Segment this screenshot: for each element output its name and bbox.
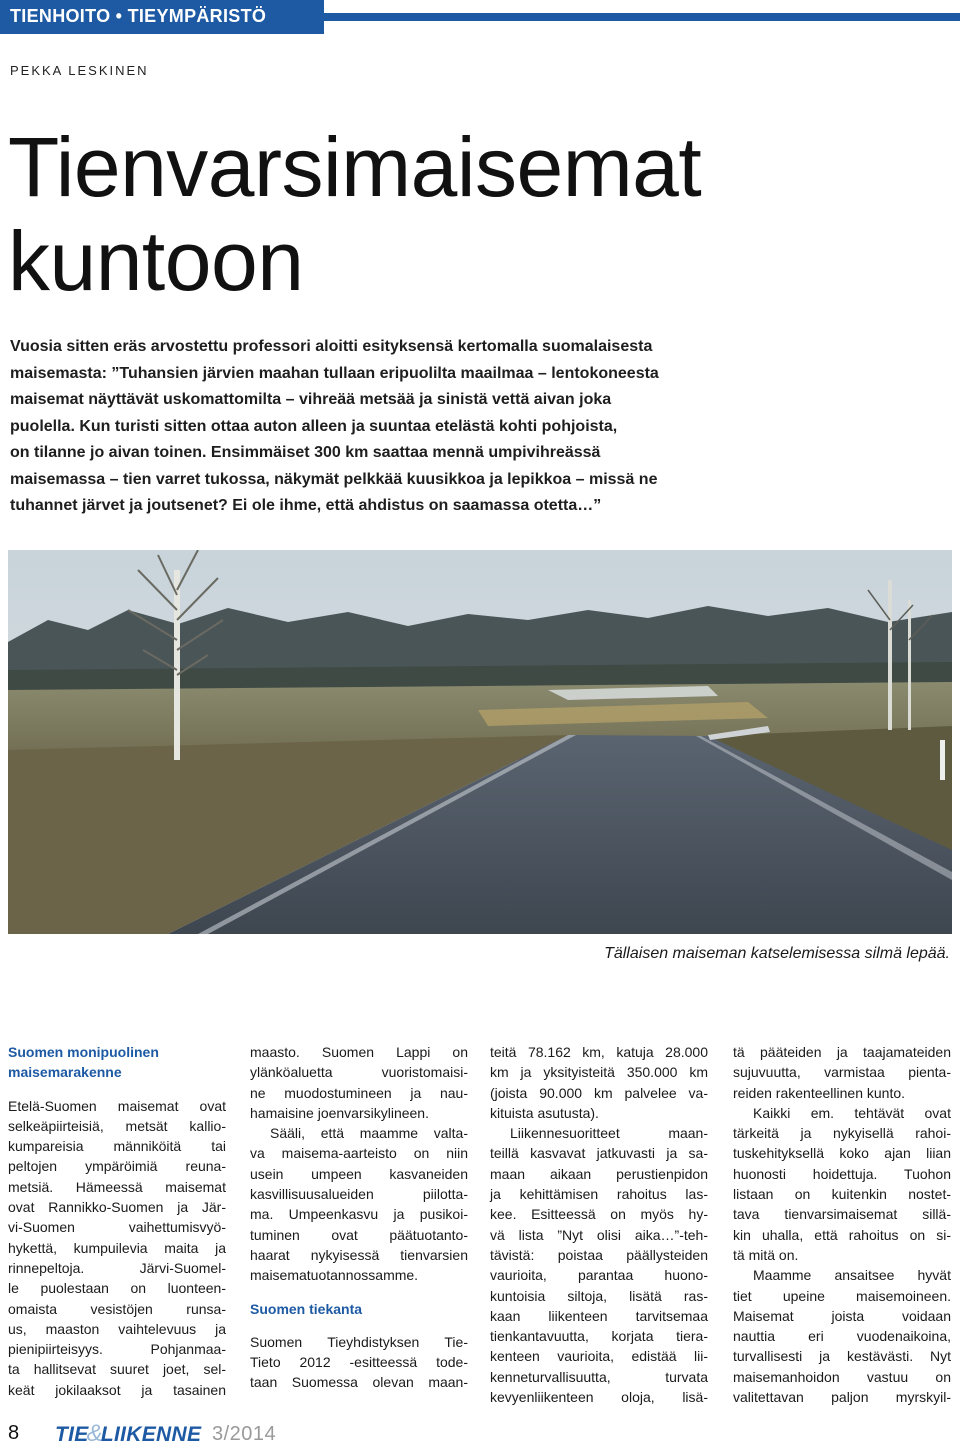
body-column-3: [490, 1042, 708, 1407]
body-line: vä lista ”Nyt olisi aika…”-teh-: [490, 1226, 708, 1243]
body-line: kuntoisia siltoja, lisätä ras-: [490, 1287, 708, 1304]
body-line: Etelä-Suomen maisemat ovat: [8, 1097, 226, 1114]
sidebar-heading-line: maisemarakenne: [8, 1064, 122, 1081]
body-line: ma. Umpeenkasvu ja pusikoi-: [250, 1206, 468, 1223]
body-line: us, maaston vaihtelevuus ja: [8, 1320, 226, 1337]
logo-ampersand: &: [86, 1420, 103, 1447]
body-line: Suomen Tieyhdistyksen Tie-: [250, 1333, 468, 1350]
lead-line: maisemasta: ”Tuhansien järvien maahan tullaan eripuolilta maailmaa – lentokoneesta: [10, 364, 659, 382]
body-line: km ja yksityisteitä 350.000 km: [490, 1064, 708, 1081]
body-column-4: [733, 1042, 951, 1407]
lead-line: puolella. Kun turisti sitten ottaa auton alleen ja suuntaa etelästä kohti pohjoista,: [10, 417, 618, 435]
lead-line: maisemat näyttävät uskomattomilta – vihreää metsää ja sinistä vettä aivan joka: [10, 391, 612, 408]
body-line: keät jokilaaksot ja tasainen: [8, 1381, 226, 1398]
body-line: ylänköaluetta vuoristomaisi-: [250, 1064, 468, 1081]
lead-line: on tilanne jo aivan toinen. Ensimmäiset 300 km saattaa mennä umpivihreässä: [10, 444, 601, 461]
lead-line: maisemassa – tien varret tukossa, näkymät pelkkää kuusikkoa ja lepikkoa – missä ne: [10, 470, 658, 488]
body-line: hykettä, kumpuilevia maita ja: [8, 1239, 226, 1256]
body-line: usein umpeen kasvaneiden: [250, 1165, 468, 1182]
paragraph-gap: [250, 1319, 468, 1332]
body-line: maisematuotannossamme.: [250, 1267, 419, 1284]
article-title-line: Tienvarsimaisemat: [8, 120, 702, 214]
body-line: kenteen vaurioita, edistää lii-: [490, 1348, 708, 1365]
body-line: metsiä. Hämeessä maisemat: [8, 1178, 226, 1195]
body-line: huonosti hoidettuja. Tuohon: [733, 1165, 951, 1182]
article-title-line: kuntoon: [8, 214, 304, 308]
body-line: hamaisine joenvarsikylineen.: [250, 1104, 429, 1121]
lead-paragraph: [10, 334, 950, 520]
body-line: tärkeitä ja nykyisellä rahoi-: [733, 1125, 951, 1142]
issue-number: 3/2014: [212, 1423, 277, 1445]
body-line: tä pääteiden ja taajamateiden: [733, 1044, 951, 1060]
sidebar-heading-line: Suomen monipuolinen: [8, 1044, 159, 1060]
body-line: pienipiirteisyys. Pohjanmaa-: [8, 1341, 226, 1358]
author-byline: PEKKA LESKINEN: [10, 63, 149, 78]
body-line: nauttia eri vuodenaikoina,: [733, 1328, 951, 1345]
body-line: ja kehittämisen rahoitus las-: [490, 1186, 708, 1203]
body-line: maasto. Suomen Lappi on: [250, 1044, 468, 1060]
section-header-rule: [324, 13, 960, 21]
section-header-bar: [0, 0, 960, 34]
landscape-photo: [8, 550, 952, 934]
body-line: kasvillisuusalueiden piilotta-: [250, 1186, 468, 1203]
body-line: Maisemat joista voidaan: [733, 1307, 951, 1324]
paragraph-gap: [8, 1083, 226, 1096]
body-line: selkeäpiirteisiä, metsät kallio-: [8, 1117, 226, 1134]
body-line: kaan liikenteen tarvitsemaa: [490, 1307, 708, 1324]
magazine-logo: [55, 1420, 201, 1448]
body-line: tävistä: poistaa päällysteiden: [490, 1246, 708, 1263]
body-line: tienkantavuutta, korjata tiera-: [490, 1328, 708, 1345]
body-line: va maisema-aarteisto on niin: [250, 1145, 468, 1162]
subheading: Suomen tiekanta: [250, 1300, 363, 1317]
body-line: vaurioita, parantaa huono-: [490, 1267, 708, 1284]
body-line: sujuvuutta, varmistaa pienta-: [733, 1064, 951, 1081]
page-number: 8: [8, 1422, 20, 1444]
body-line: le puolestaan on luonteen-: [8, 1280, 226, 1297]
body-column-2: [250, 1042, 468, 1393]
body-line: maan aikaan perustienpidon: [490, 1165, 708, 1182]
body-line: ne muodostumineen ja nau-: [250, 1084, 468, 1101]
body-line: vi-Suomen vaihettumisvyö-: [8, 1219, 226, 1236]
body-line: kituista asutusta).: [490, 1104, 599, 1121]
body-line: kenneturvallisuutta, turvata: [490, 1368, 708, 1385]
body-line: haarat nykyisessä tienvarsien: [250, 1246, 468, 1263]
body-line: kumpareisia männiköitä tai: [8, 1138, 226, 1155]
body-line: teillä kasvavat jatkuvasti ja sa-: [490, 1145, 708, 1162]
body-line: turvallisesti ja kestävästi. Nyt: [733, 1348, 951, 1365]
body-line: (joista 90.000 km palvelee va-: [490, 1084, 708, 1101]
body-line: Sääli, että maamme valta-: [270, 1125, 468, 1142]
body-line: Maamme ansaitsee hyvät: [753, 1267, 951, 1284]
lead-line: Vuosia sitten eräs arvostettu professori aloitti esityksensä kertomalla suomalaisesta: [10, 338, 653, 355]
body-line: omaista vesistöjen runsa-: [8, 1300, 226, 1317]
body-line: kee. Esitteessä on myös hy-: [490, 1206, 708, 1223]
body-line: tava tienvarsimaisemat sillä-: [733, 1206, 951, 1223]
paragraph-gap: [250, 1286, 468, 1299]
lead-line: tuhannet järvet ja joutsenet? Ei ole ihme, että ahdistus on saamassa otetta…”: [10, 497, 602, 514]
photo-caption: Tällaisen maiseman katselemisessa silmä lepää.: [604, 945, 950, 962]
body-line: maisemanhoidon vastuu on: [733, 1368, 951, 1385]
body-line: Liikennesuoritteet maan-: [510, 1125, 708, 1142]
body-line: tä mitä on.: [733, 1246, 799, 1263]
body-line: Tieto 2012 -esitteessä tode-: [250, 1354, 468, 1371]
body-column-1: [8, 1042, 226, 1400]
body-line: ovat Rannikko-Suomen ja Jär-: [8, 1199, 226, 1216]
body-line: valitettavan paljon myrskyil-: [733, 1389, 951, 1406]
body-line: Kaikki em. tehtävät ovat: [753, 1104, 951, 1121]
body-line: tuskehityksellä koko ajan liian: [733, 1145, 951, 1162]
body-line: ta hallitsevat suuret joet, sel-: [8, 1361, 226, 1378]
body-line: kevyenliikenteen oloja, lisä-: [490, 1389, 708, 1406]
section-label: TIENHOITO • TIEYMPÄRISTÖ: [10, 6, 267, 26]
body-line: teitä 78.162 km, katuja 28.000: [490, 1044, 708, 1060]
landscape-photo-illustration: [8, 550, 952, 934]
body-line: kin uhalla, että rahoitus on si-: [733, 1226, 951, 1243]
section-header-band: [0, 0, 324, 34]
page-footer: [0, 1418, 960, 1453]
logo-text-right: LIIKENNE: [100, 1423, 202, 1446]
body-line: tiet upeine maisemoineen.: [733, 1287, 951, 1304]
body-line: taan Suomessa olevan maan-: [250, 1374, 468, 1391]
body-line: listaan on kuitenkin nostet-: [733, 1186, 951, 1203]
body-line: reiden rakenteellinen kunto.: [733, 1084, 906, 1101]
article-title: [8, 120, 701, 308]
logo-text-left: TIE: [55, 1423, 89, 1446]
body-line: rinnepeltoja. Järvi-Suomel-: [8, 1259, 226, 1276]
body-line: peltojen ympäröimiä reuna-: [8, 1158, 226, 1175]
body-line: tuminen ovat päätuotanto-: [250, 1226, 468, 1243]
